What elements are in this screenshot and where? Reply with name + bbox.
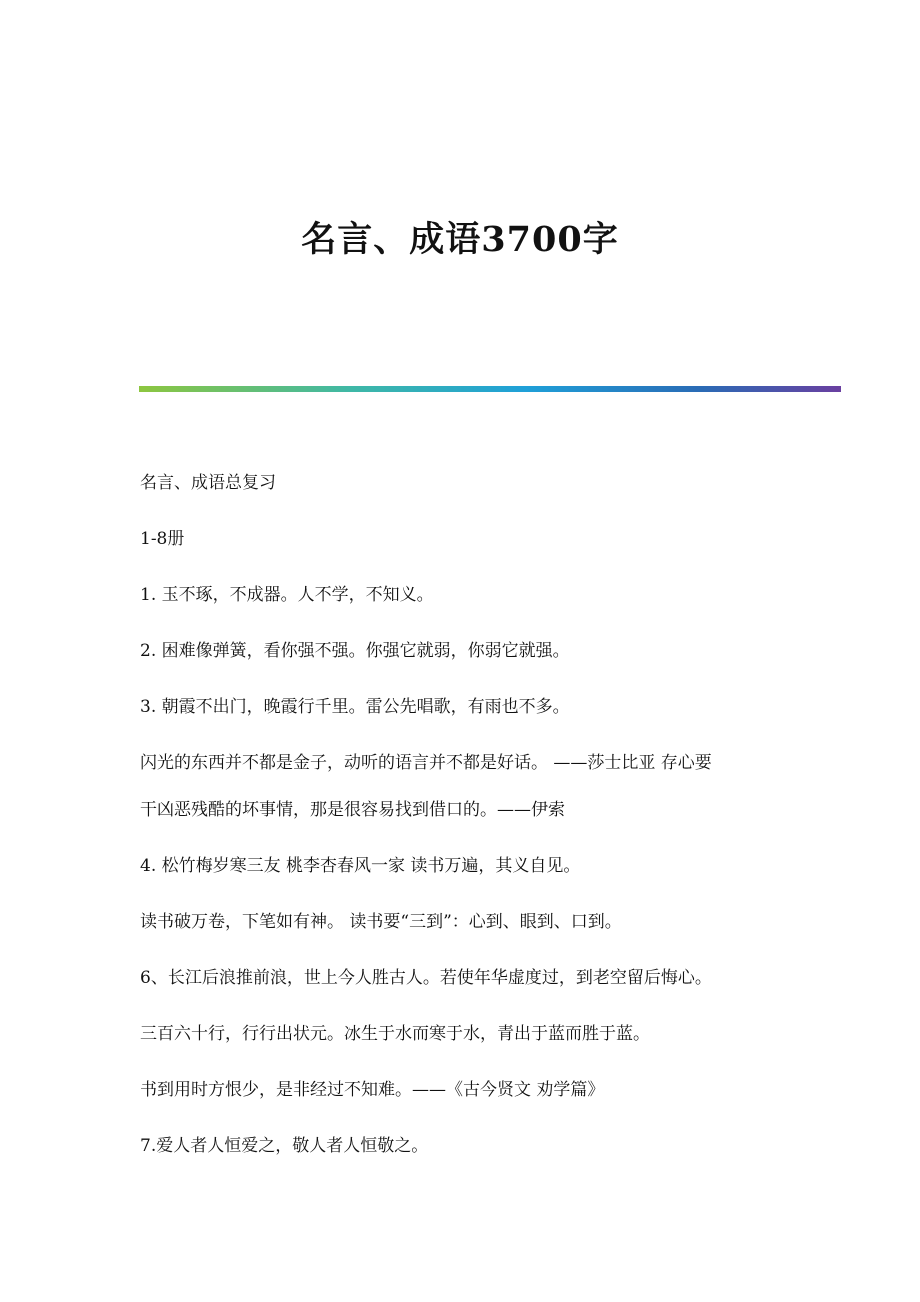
title-divider <box>139 386 841 392</box>
section-heading: 名言、成语总复习 <box>140 473 276 493</box>
volume-range: 1-8册 <box>140 529 185 549</box>
text-line: 闪光的东西并不都是金子，动听的语言并不都是好话。 ——莎士比亚 存心要 <box>140 753 712 773</box>
text-line: 7.爱人者人恒爱之，敬人者人恒敬之。 <box>140 1136 429 1156</box>
text-line: 3. 朝霞不出门，晚霞行千里。雷公先唱歌，有雨也不多。 <box>140 697 570 717</box>
text-line: 干凶恶残酷的坏事情，那是很容易找到借口的。——伊索 <box>140 800 565 820</box>
text-line: 三百六十行，行行出状元。冰生于水而寒于水，青出于蓝而胜于蓝。 <box>140 1024 650 1044</box>
text-line: 4. 松竹梅岁寒三友 桃李杏春风一家 读书万遍，其义自见。 <box>140 856 581 876</box>
text-line: 书到用时方恨少，是非经过不知难。——《古今贤文 劝学篇》 <box>140 1080 605 1100</box>
text-line: 1. 玉不琢，不成器。人不学，不知义。 <box>140 585 434 605</box>
text-line: 6、长江后浪推前浪，世上今人胜古人。若使年华虚度过，到老空留后悔心。 <box>140 968 712 988</box>
text-line: 2. 困难像弹簧，看你强不强。你强它就弱，你弱它就强。 <box>140 641 570 661</box>
page-title: 名言、成语3700字 <box>301 219 619 260</box>
text-line: 读书破万卷，下笔如有神。 读书要“三到”：心到、眼到、口到。 <box>140 912 622 932</box>
